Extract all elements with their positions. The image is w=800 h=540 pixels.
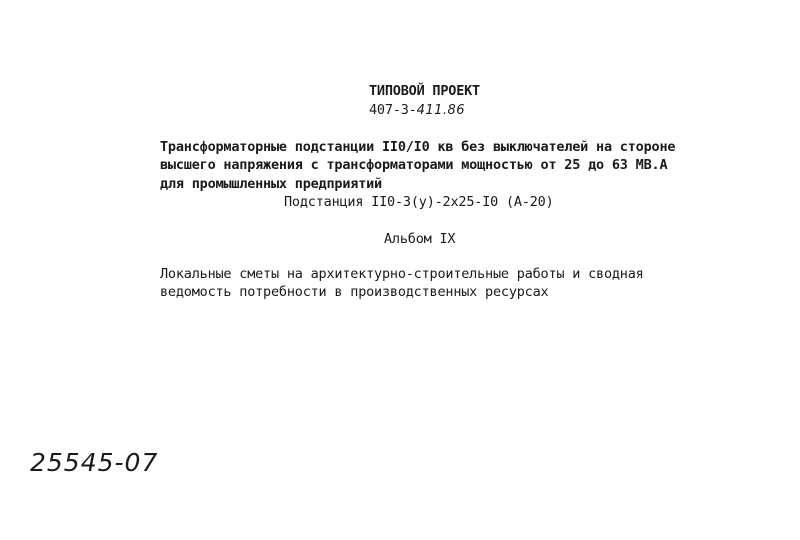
archive-number: 25545-07 xyxy=(30,448,159,477)
project-code-printed: 407-3- xyxy=(369,102,417,118)
title-line-2: высшего напряжения с трансформаторами мощностью от 25 до 63 МВ.А xyxy=(160,157,668,173)
project-type: ТИПОВОЙ ПРОЕКТ xyxy=(369,83,480,99)
album-label: Альбом IX xyxy=(384,231,456,247)
contents-line-1: Локальные сметы на архитектурно-строительные работы и сводная xyxy=(160,266,644,282)
contents-line-2: ведомость потребности в производственных ресурсах xyxy=(160,284,549,300)
project-code-handwritten: 411.86 xyxy=(416,103,466,118)
project-code xyxy=(369,101,465,120)
title-line-1: Трансформаторные подстанции II0/I0 кв без выключателей на стороне xyxy=(160,139,676,155)
substation-name: Подстанция II0-3(у)-2х25-I0 (А-20) xyxy=(284,194,554,210)
title-line-3: для промышленных предприятий xyxy=(160,176,382,192)
